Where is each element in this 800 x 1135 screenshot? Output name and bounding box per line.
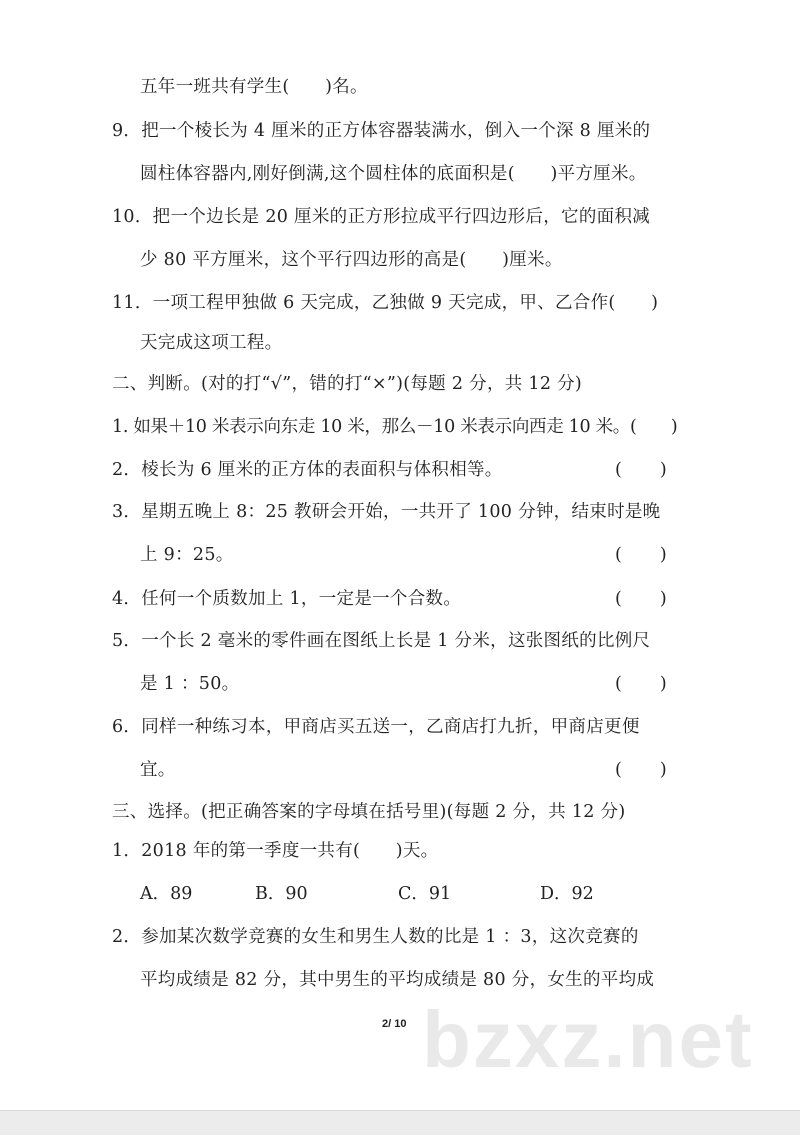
choice-2-continuation: 平均成绩是 82 分，其中男生的平均成绩是 80 分，女生的平均成 [140, 970, 655, 990]
answer-paren: ( ) [615, 460, 667, 480]
option-c: C．91 [398, 884, 452, 904]
viewer-bottom-bar [0, 1110, 800, 1135]
option-d: D．92 [540, 884, 594, 904]
judge-3-continuation: 上 9：25。 [140, 545, 234, 565]
judge-3: 3．星期五晚上 8：25 教研会开始，一共开了 100 分钟，结束时是晚 [112, 502, 661, 522]
judge-6: 6．同样一种练习本，甲商店买五送一，乙商店打九折，甲商店更便 [112, 717, 640, 737]
question-11: 11．一项工程甲独做 6 天完成，乙独做 9 天完成，甲、乙合作( ) [112, 293, 659, 313]
option-b: B．90 [255, 884, 308, 904]
question-10-continuation: 少 80 平方厘米，这个平行四边形的高是( )厘米。 [140, 250, 563, 270]
choice-1: 1．2018 年的第一季度一共有( )天。 [112, 841, 439, 861]
judge-5-continuation: 是 1 ：50。 [140, 674, 240, 694]
answer-paren: ( ) [615, 545, 667, 565]
judge-4: 4．任何一个质数加上 1，一定是一个合数。 [112, 589, 462, 609]
page-number: 2/ 10 [382, 1018, 407, 1030]
answer-paren: ( ) [615, 760, 667, 780]
question-9: 9．把一个棱长为 4 厘米的正方体容器装满水，倒入一个深 8 厘米的 [112, 121, 651, 141]
choice-2: 2．参加某次数学竞赛的女生和男生人数的比是 1 ：3，这次竞赛的 [112, 927, 639, 947]
option-a: A．89 [140, 884, 193, 904]
section-2-heading: 二、判断。(对的打“√”，错的打“×”)(每题 2 分，共 12 分) [112, 374, 583, 394]
question-10: 10．把一个边长是 20 厘米的正方形拉成平行四边形后，它的面积减 [112, 207, 651, 227]
judge-5: 5．一个长 2 毫米的零件画在图纸上长是 1 分米，这张图纸的比例尺 [112, 631, 651, 651]
judge-6-continuation: 宜。 [140, 760, 176, 780]
watermark: bzxz.net [422, 995, 754, 1084]
section-3-heading: 三、选择。(把正确答案的字母填在括号里)(每题 2 分，共 12 分) [112, 802, 626, 822]
question-9-continuation: 圆柱体容器内,刚好倒满,这个圆柱体的底面积是( )平方厘米。 [140, 164, 647, 184]
answer-paren: ( ) [615, 589, 667, 609]
judge-1: 1. 如果＋10 米表示向东走 10 米，那么－10 米表示向西走 10 米。( ) [112, 417, 678, 437]
question-11-continuation: 天完成这项工程。 [140, 333, 283, 353]
answer-paren: ( ) [615, 674, 667, 694]
question-8-continuation: 五年一班共有学生( )名。 [140, 77, 368, 97]
judge-2: 2．棱长为 6 厘米的正方体的表面积与体积相等。 [112, 460, 503, 480]
